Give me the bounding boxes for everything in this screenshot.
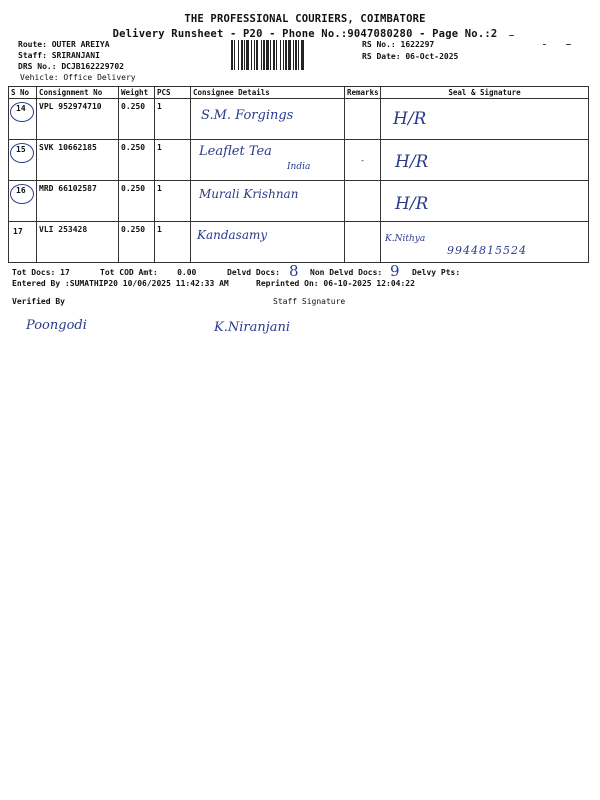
row-sno-cell	[9, 181, 37, 222]
vehicle-label: Vehicle: Office Delivery	[20, 73, 136, 82]
rs-date: RS Date: 06-Oct-2025	[362, 52, 459, 61]
row-consignee	[191, 99, 345, 140]
barcode-bar	[254, 40, 255, 70]
runsheet-title: Delivery Runsheet - P20 - Phone No.:9047080280 - Page No.:2	[112, 28, 498, 40]
col-consignee: Consignee Details	[191, 87, 345, 99]
row-pcs: 1	[155, 140, 191, 181]
barcode-bar	[234, 40, 235, 70]
staff-label: Staff: SRIRANJANI	[18, 51, 100, 60]
row-consignment: MRD 66102587	[37, 181, 119, 222]
row-pcs: 1	[155, 222, 191, 263]
row-signature	[381, 99, 589, 140]
row-remarks: -	[345, 140, 381, 181]
row-weight: 0.250	[119, 222, 155, 263]
barcode-bar	[246, 40, 249, 70]
verified-by-signature: Poongodi	[26, 318, 87, 333]
col-remarks: Remarks	[345, 87, 381, 99]
barcode-bar	[231, 40, 233, 70]
barcode-bar	[280, 40, 281, 70]
col-weight: Weight	[119, 87, 155, 99]
scan-mark	[543, 44, 546, 45]
consignee-handwriting: Kandasamy	[197, 228, 268, 242]
row-consignee	[191, 140, 345, 181]
barcode-bar	[244, 40, 245, 70]
row-consignment: VLI 253428	[37, 222, 119, 263]
row-consignment: SVK 10662185	[37, 140, 119, 181]
row-signature	[381, 222, 589, 263]
row-sno: 16	[16, 186, 26, 195]
delivery-points-label: Delvy Pts:	[412, 268, 461, 277]
row-consignment: VPL 952974710	[37, 99, 119, 140]
row-consignee	[191, 181, 345, 222]
barcode-bar	[301, 40, 304, 70]
row-sno: 14	[16, 104, 26, 113]
table-row	[9, 222, 589, 263]
barcode-bar	[273, 40, 275, 70]
barcode-bar	[261, 40, 262, 70]
entered-by: Entered By :SUMATHIP20 10/06/2025 11:42:33 AM	[12, 279, 229, 288]
non-delivered-docs-label: Non Delvd Docs:	[310, 268, 383, 277]
barcode-bar	[263, 40, 265, 70]
row-weight: 0.250	[119, 181, 155, 222]
barcode-bar	[295, 40, 297, 70]
drs-number: DRS No.: DCJB162229702	[18, 62, 124, 71]
company-title: THE PROFESSIONAL COURIERS, COIMBATORE	[184, 13, 426, 25]
col-sno: S No	[9, 87, 37, 99]
receiver-name-handwriting: K.Nithya	[385, 234, 426, 244]
runsheet-table	[8, 86, 589, 263]
rs-number: RS No.: 1622297	[362, 40, 435, 49]
table-row	[9, 140, 589, 181]
row-sno: 15	[16, 145, 26, 154]
barcode-bar	[285, 40, 287, 70]
barcode-bar	[238, 40, 239, 70]
consignee-handwriting: S.M. Forgings	[201, 108, 294, 123]
barcode-bar	[251, 40, 252, 70]
receiver-phone-handwriting: 9944815524	[447, 244, 527, 257]
total-cod-amount: Tot COD Amt: 0.00	[100, 268, 197, 277]
row-remarks	[345, 99, 381, 140]
consignee-handwriting-line2: India	[287, 162, 311, 172]
verified-by-label: Verified By	[12, 297, 65, 306]
barcode	[231, 40, 355, 70]
row-pcs: 1	[155, 181, 191, 222]
total-docs: Tot Docs: 17	[12, 268, 70, 277]
route-label: Route: OUTER AREIYA	[18, 40, 110, 49]
row-signature	[381, 140, 589, 181]
row-sno-cell	[9, 140, 37, 181]
barcode-bar	[266, 40, 269, 70]
signature-handwriting: H/R	[393, 109, 427, 129]
barcode-bar	[241, 40, 243, 70]
reprinted-on: Reprinted On: 06-10-2025 12:04:22	[256, 279, 415, 288]
barcode-bar	[276, 40, 277, 70]
delivered-docs-label: Delvd Docs:	[227, 268, 280, 277]
row-pcs: 1	[155, 99, 191, 140]
consignee-handwriting: Murali Krishnan	[199, 187, 299, 201]
consignee-handwriting: Leaflet Tea	[199, 144, 272, 159]
barcode-bar	[270, 40, 271, 70]
row-sno: 17	[13, 227, 23, 236]
barcode-bar	[298, 40, 299, 70]
row-consignee	[191, 222, 345, 263]
col-signature: Seal & Signature	[381, 87, 589, 99]
table-header-row	[9, 87, 589, 99]
non-delivered-docs-value: 9	[390, 262, 400, 280]
row-signature	[381, 181, 589, 222]
table-row	[9, 181, 589, 222]
row-sno-cell	[9, 222, 37, 263]
col-consignment: Consignment No	[37, 87, 119, 99]
scan-mark	[566, 44, 571, 45]
barcode-bar	[256, 40, 258, 70]
staff-signature-label: Staff Signature	[273, 297, 346, 306]
signature-handwriting: H/R	[395, 152, 429, 172]
row-weight: 0.250	[119, 99, 155, 140]
col-pcs: PCS	[155, 87, 191, 99]
table-row	[9, 99, 589, 140]
delivered-docs-value: 8	[289, 262, 299, 280]
row-remarks	[345, 222, 381, 263]
barcode-bar	[288, 40, 291, 70]
scan-mark	[509, 35, 514, 36]
row-remarks	[345, 181, 381, 222]
barcode-bar	[283, 40, 284, 70]
barcode-bar	[293, 40, 294, 70]
row-sno-cell	[9, 99, 37, 140]
staff-handwritten-signature: K.Niranjani	[214, 320, 291, 335]
signature-handwriting: H/R	[395, 194, 429, 214]
row-weight: 0.250	[119, 140, 155, 181]
